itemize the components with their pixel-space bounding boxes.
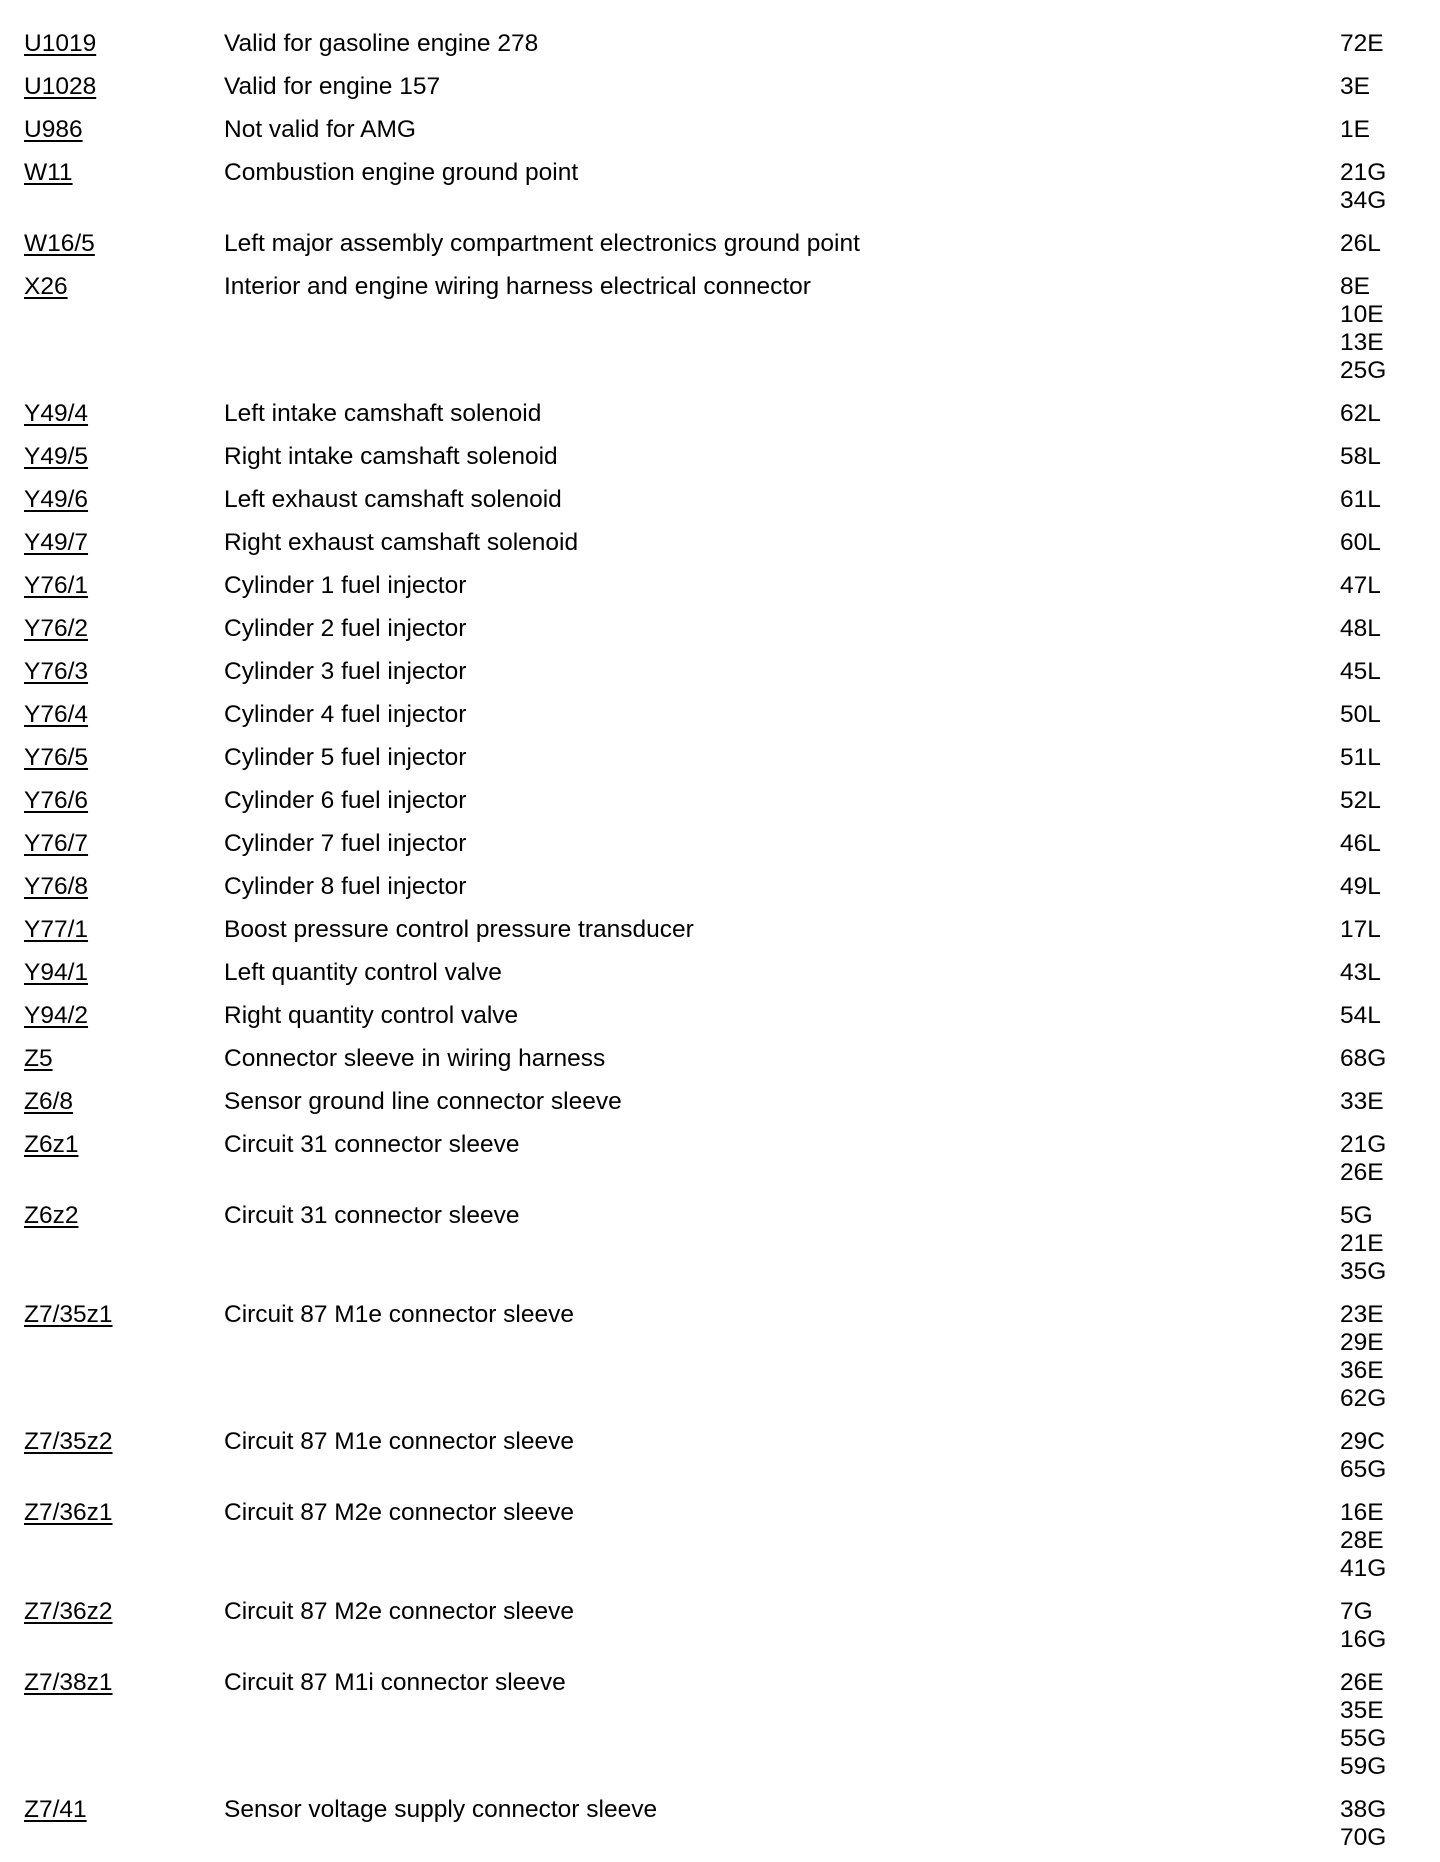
component-code-link[interactable]: Z7/41 <box>24 1796 87 1823</box>
legend-row <box>0 230 1440 258</box>
component-description: Right exhaust camshaft solenoid <box>224 529 579 556</box>
grid-references <box>1340 273 1386 385</box>
component-description: Valid for engine 157 <box>224 73 441 100</box>
legend-row <box>0 73 1440 101</box>
component-code-link[interactable]: Z5 <box>24 1045 53 1072</box>
component-code-link[interactable]: Y77/1 <box>24 916 89 943</box>
component-code-link[interactable]: Y94/1 <box>24 959 89 986</box>
component-description: Right intake camshaft solenoid <box>224 443 558 470</box>
grid-reference: 21G <box>1340 1131 1387 1158</box>
legend-row <box>0 959 1440 987</box>
component-description: Boost pressure control pressure transducer <box>224 916 694 943</box>
component-code-link[interactable]: Z6/8 <box>24 1088 74 1115</box>
grid-references <box>1340 116 1370 144</box>
legend-row <box>0 1669 1440 1781</box>
grid-references <box>1340 959 1381 987</box>
grid-reference: 72E <box>1340 30 1384 57</box>
legend-row <box>0 1202 1440 1286</box>
component-code-link[interactable]: Y76/1 <box>24 572 89 599</box>
component-description: Circuit 31 connector sleeve <box>224 1131 520 1158</box>
component-code-link[interactable]: W16/5 <box>24 230 95 257</box>
grid-references <box>1340 1301 1386 1413</box>
component-code-link[interactable]: W11 <box>24 159 73 186</box>
grid-references <box>1340 443 1381 471</box>
component-description: Cylinder 7 fuel injector <box>224 830 467 857</box>
grid-reference: 59G <box>1340 1753 1387 1780</box>
grid-reference: 51L <box>1340 744 1381 771</box>
component-code-link[interactable]: Y49/7 <box>24 529 89 556</box>
grid-references <box>1340 1002 1381 1030</box>
grid-reference: 61L <box>1340 486 1381 513</box>
grid-references <box>1340 873 1381 901</box>
component-code-link[interactable]: Z7/35z1 <box>24 1301 113 1328</box>
grid-references <box>1340 787 1381 815</box>
grid-reference: 41G <box>1340 1555 1387 1582</box>
grid-reference: 26L <box>1340 230 1381 257</box>
grid-references <box>1340 1088 1384 1116</box>
legend-row <box>0 529 1440 557</box>
grid-reference: 17L <box>1340 916 1381 943</box>
component-description: Right quantity control valve <box>224 1002 519 1029</box>
grid-reference: 8E <box>1340 273 1370 300</box>
grid-references <box>1340 615 1381 643</box>
grid-reference: 60L <box>1340 529 1381 556</box>
legend-row <box>0 873 1440 901</box>
grid-reference: 25G <box>1340 357 1387 384</box>
grid-references <box>1340 744 1381 772</box>
component-code-link[interactable]: Y76/4 <box>24 701 89 728</box>
legend-row <box>0 1045 1440 1073</box>
component-description: Interior and engine wiring harness electrical connector <box>224 273 811 300</box>
grid-references <box>1340 73 1370 101</box>
grid-reference: 34G <box>1340 187 1387 214</box>
component-description: Left quantity control valve <box>224 959 502 986</box>
grid-reference: 10E <box>1340 301 1384 328</box>
component-description: Cylinder 2 fuel injector <box>224 615 467 642</box>
grid-reference: 65G <box>1340 1456 1387 1483</box>
grid-reference: 21E <box>1340 1230 1384 1257</box>
grid-reference: 29C <box>1340 1428 1385 1455</box>
component-description: Cylinder 4 fuel injector <box>224 701 467 728</box>
component-description: Sensor voltage supply connector sleeve <box>224 1796 658 1823</box>
component-description: Circuit 87 M1e connector sleeve <box>224 1428 574 1455</box>
grid-references <box>1340 572 1381 600</box>
legend-row <box>0 1428 1440 1484</box>
grid-references <box>1340 1796 1386 1852</box>
grid-references <box>1340 30 1384 58</box>
component-description: Sensor ground line connector sleeve <box>224 1088 622 1115</box>
component-description: Connector sleeve in wiring harness <box>224 1045 606 1072</box>
component-code-link[interactable]: Z6z1 <box>24 1131 79 1158</box>
grid-reference: 23E <box>1340 1301 1384 1328</box>
grid-references <box>1340 159 1386 215</box>
component-description: Left exhaust camshaft solenoid <box>224 486 562 513</box>
grid-reference: 62G <box>1340 1385 1387 1412</box>
grid-reference: 46L <box>1340 830 1381 857</box>
grid-references <box>1340 400 1381 428</box>
grid-reference: 1E <box>1340 116 1370 143</box>
legend-row <box>0 572 1440 600</box>
grid-references <box>1340 1499 1386 1583</box>
legend-row <box>0 159 1440 215</box>
grid-references <box>1340 830 1381 858</box>
grid-reference: 13E <box>1340 329 1384 356</box>
component-description: Cylinder 1 fuel injector <box>224 572 467 599</box>
grid-references <box>1340 658 1381 686</box>
legend-row <box>0 400 1440 428</box>
component-code-link[interactable]: Y76/6 <box>24 787 89 814</box>
grid-references <box>1340 1669 1386 1781</box>
component-code-link[interactable]: Y76/5 <box>24 744 89 771</box>
component-description: Cylinder 6 fuel injector <box>224 787 467 814</box>
component-code-link[interactable]: Z7/35z2 <box>24 1428 113 1455</box>
component-description: Cylinder 3 fuel injector <box>224 658 467 685</box>
grid-reference: 54L <box>1340 1002 1381 1029</box>
grid-reference: 55G <box>1340 1725 1387 1752</box>
legend-row <box>0 744 1440 772</box>
component-code-link[interactable]: Y94/2 <box>24 1002 89 1029</box>
legend-row <box>0 830 1440 858</box>
legend-row <box>0 1131 1440 1187</box>
component-description: Circuit 87 M2e connector sleeve <box>224 1598 574 1625</box>
grid-references <box>1340 1202 1386 1286</box>
legend-row <box>0 486 1440 514</box>
component-code-link[interactable]: U1028 <box>24 73 97 100</box>
grid-reference: 38G <box>1340 1796 1387 1823</box>
grid-reference: 16G <box>1340 1626 1387 1653</box>
component-description: Circuit 87 M1i connector sleeve <box>224 1669 566 1696</box>
grid-references <box>1340 1598 1386 1654</box>
legend-row <box>0 658 1440 686</box>
grid-reference: 43L <box>1340 959 1381 986</box>
component-code-link[interactable]: U1019 <box>24 30 97 57</box>
grid-reference: 45L <box>1340 658 1381 685</box>
legend-row <box>0 1002 1440 1030</box>
legend-row <box>0 701 1440 729</box>
component-description: Cylinder 5 fuel injector <box>224 744 467 771</box>
legend-row <box>0 1796 1440 1852</box>
grid-references <box>1340 486 1381 514</box>
component-code-link[interactable]: Z7/36z1 <box>24 1499 113 1526</box>
grid-reference: 35E <box>1340 1697 1384 1724</box>
grid-reference: 62L <box>1340 400 1381 427</box>
grid-references <box>1340 529 1381 557</box>
grid-reference: 52L <box>1340 787 1381 814</box>
legend-row <box>0 30 1440 58</box>
grid-reference: 16E <box>1340 1499 1384 1526</box>
component-code-link[interactable]: Z7/36z2 <box>24 1598 113 1625</box>
grid-reference: 21G <box>1340 159 1387 186</box>
grid-reference: 50L <box>1340 701 1381 728</box>
legend-row <box>0 116 1440 144</box>
grid-reference: 28E <box>1340 1527 1384 1554</box>
component-description: Circuit 87 M2e connector sleeve <box>224 1499 574 1526</box>
grid-reference: 29E <box>1340 1329 1384 1356</box>
grid-reference: 26E <box>1340 1159 1384 1186</box>
component-description: Combustion engine ground point <box>224 159 579 186</box>
grid-reference: 26E <box>1340 1669 1384 1696</box>
component-description: Left intake camshaft solenoid <box>224 400 542 427</box>
grid-references <box>1340 1428 1386 1484</box>
component-code-link[interactable]: Z6z2 <box>24 1202 79 1229</box>
component-code-link[interactable]: Y49/6 <box>24 486 89 513</box>
legend-row <box>0 1598 1440 1654</box>
legend-row <box>0 916 1440 944</box>
legend-row <box>0 787 1440 815</box>
legend-row <box>0 443 1440 471</box>
grid-references <box>1340 230 1381 258</box>
grid-reference: 36E <box>1340 1357 1384 1384</box>
component-code-link[interactable]: Y76/8 <box>24 873 89 900</box>
grid-reference: 70G <box>1340 1824 1387 1851</box>
component-description: Left major assembly compartment electronics ground point <box>224 230 860 257</box>
component-description: Circuit 31 connector sleeve <box>224 1202 520 1229</box>
legend-row <box>0 273 1440 385</box>
grid-reference: 7G <box>1340 1598 1373 1625</box>
component-code-link[interactable]: U986 <box>24 116 83 143</box>
component-code-link[interactable]: Y76/7 <box>24 830 89 857</box>
grid-references <box>1340 701 1381 729</box>
component-description: Valid for gasoline engine 278 <box>224 30 539 57</box>
grid-reference: 3E <box>1340 73 1370 100</box>
grid-reference: 33E <box>1340 1088 1384 1115</box>
component-description: Not valid for AMG <box>224 116 416 143</box>
legend-row <box>0 1301 1440 1413</box>
legend-row <box>0 615 1440 643</box>
component-code-link[interactable]: Y76/3 <box>24 658 89 685</box>
grid-reference: 47L <box>1340 572 1381 599</box>
component-code-link[interactable]: Z7/38z1 <box>24 1669 113 1696</box>
grid-references <box>1340 1045 1386 1073</box>
grid-reference: 5G <box>1340 1202 1373 1229</box>
grid-references <box>1340 916 1381 944</box>
grid-reference: 58L <box>1340 443 1381 470</box>
component-description: Circuit 87 M1e connector sleeve <box>224 1301 574 1328</box>
grid-reference: 49L <box>1340 873 1381 900</box>
component-code-link[interactable]: Y49/5 <box>24 443 89 470</box>
legend-row <box>0 1088 1440 1116</box>
grid-references <box>1340 1131 1386 1187</box>
component-description: Cylinder 8 fuel injector <box>224 873 467 900</box>
grid-reference: 35G <box>1340 1258 1387 1285</box>
component-code-link[interactable]: Y49/4 <box>24 400 89 427</box>
component-code-link[interactable]: Y76/2 <box>24 615 89 642</box>
grid-reference: 48L <box>1340 615 1381 642</box>
legend-row <box>0 1499 1440 1583</box>
grid-reference: 68G <box>1340 1045 1387 1072</box>
component-code-link[interactable]: X26 <box>24 273 68 300</box>
